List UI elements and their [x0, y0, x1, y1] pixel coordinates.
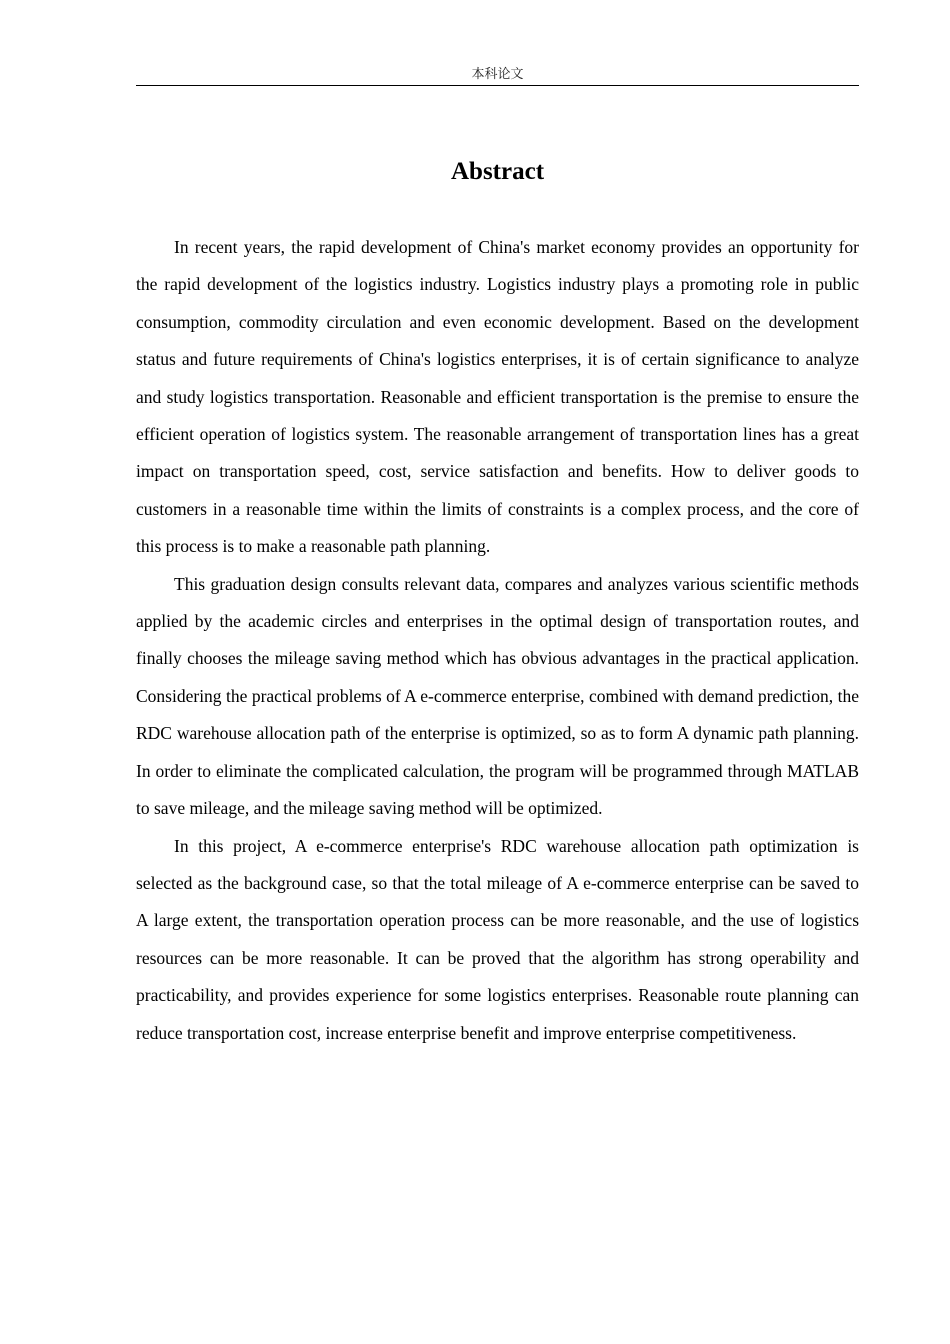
page-title: Abstract — [450, 158, 545, 185]
paragraph-3: In this project, A e-commerce enterprise's RDC warehouse allocation path optimization is selected as the background case, so that the total mileage of A e-commerce enterprise can be saved to A large extent, the transportation operation process can be more reasonable, and the use of logistics resources can be more reasonable. It can be proved that the algorithm has strong operability and practicability, and provides experience for some logistics enterprises. Reasonable route planning can reduce transportation cost, increase enterprise benefit and improve enterprise competitiveness. — [136, 835, 859, 1043]
running-header: 本科论文 — [471, 67, 524, 82]
paragraph-2: This graduation design consults relevant data, compares and analyzes various scientific methods applied by the academic circles and enterprises in the optimal design of transportation routes, and finally chooses the mileage saving method which has obvious advantages in the practical application. Considering the practical problems of A e-commerce enterprise, combined with demand prediction, the RDC warehouse allocation path of the enterprise is optimized, so as to form A dynamic path planning. In order to eliminate the complicated calculation, the program will be programmed through MATLAB to save mileage, and the mileage saving method will be optimized. — [136, 573, 859, 819]
paragraph-1: In recent years, the rapid development of China's market economy provides an opportunity for the rapid development of the logistics industry. Logistics industry plays a promoting role in public consumption, commodity circulation and even economic development. Based on the development status and future requirements of China's logistics enterprises, it is of certain significance to analyze and study logistics transportation. Reasonable and efficient transportation is the premise to ensure the efficient operation of logistics system. The reasonable arrangement of transportation lines has a great impact on transportation speed, cost, service satisfaction and benefits. How to deliver goods to customers in a reasonable time within the limits of constraints is a complex process, and the core of this process is to make a reasonable path planning. — [136, 237, 859, 557]
header-divider — [136, 85, 859, 86]
abstract-body — [136, 229, 859, 1052]
